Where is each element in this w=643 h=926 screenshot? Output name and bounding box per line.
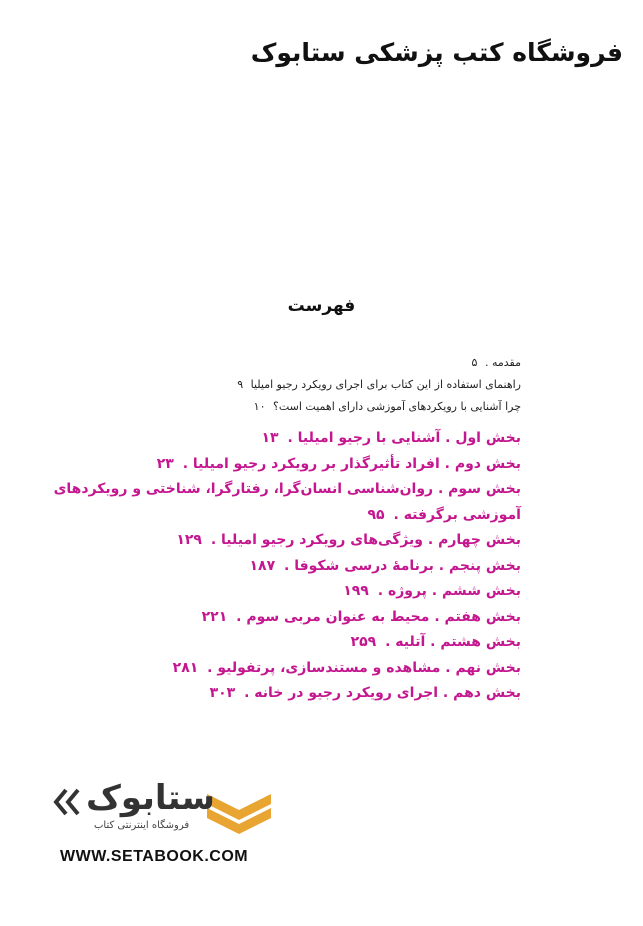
setabook-logo-icon (205, 786, 273, 834)
logo-subtitle: فروشگاه اینترنتی کتاب (94, 820, 190, 831)
toc-part-entry[interactable]: بخش چهارم . ویژگی‌های رویکرد رجیو امیلیا . ۱۲۹ (176, 532, 521, 548)
toc-part-entry[interactable]: بخش دهم . اجرای رویکرد رجیو در خانه . ۳۰۳ (209, 685, 521, 701)
toc-part-entry[interactable]: بخش هشتم . آتلیه . ۲۵۹ (350, 634, 521, 650)
toc-part-entry-continued[interactable]: آموزشی برگرفته . ۹۵ (367, 506, 521, 523)
toc-entry[interactable]: راهنمای استفاده از این کتاب برای اجرای رویکرد رجیو امیلیا ۹ (237, 378, 521, 391)
toc-title: فهرست (287, 296, 356, 316)
website-url[interactable]: WWW.SETABOOK.COM (60, 848, 249, 865)
toc-part-entry[interactable]: بخش ششم . پروژه . ۱۹۹ (343, 583, 521, 599)
logo-wordmark: ستابوک (86, 778, 215, 818)
toc-part-entry[interactable]: بخش سوم . روان‌شناسی انسان‌گرا، رفتارگرا، شناختی و رویکردهای (53, 481, 521, 497)
logo-chevrons-icon (52, 788, 82, 816)
toc-part-entry[interactable]: بخش اول . آشنایی با رجیو امیلیا . ۱۳ (261, 430, 521, 446)
toc-entry[interactable]: مقدمه . ۵ (471, 356, 521, 369)
toc-entry[interactable]: چرا آشنایی با رویکردهای آموزشی دارای اهمیت است؟ ۱۰ (253, 400, 521, 413)
toc-part-entry[interactable]: بخش پنجم . برنامهٔ درسی شکوفا . ۱۸۷ (249, 557, 521, 574)
table-of-contents (53, 352, 521, 707)
toc-part-entry[interactable]: بخش دوم . افراد تأثیرگذار بر رویکرد رجیو امیلیا . ۲۳ (156, 455, 521, 472)
store-title: فروشگاه کتب پزشکی ستابوک (250, 38, 623, 67)
toc-part-entry[interactable]: بخش نهم . مشاهده و مستندسازی، پرتفولیو . ۲۸۱ (172, 659, 521, 676)
toc-part-entry[interactable]: بخش هفتم . محیط به عنوان مربی سوم . ۲۲۱ (201, 608, 521, 625)
